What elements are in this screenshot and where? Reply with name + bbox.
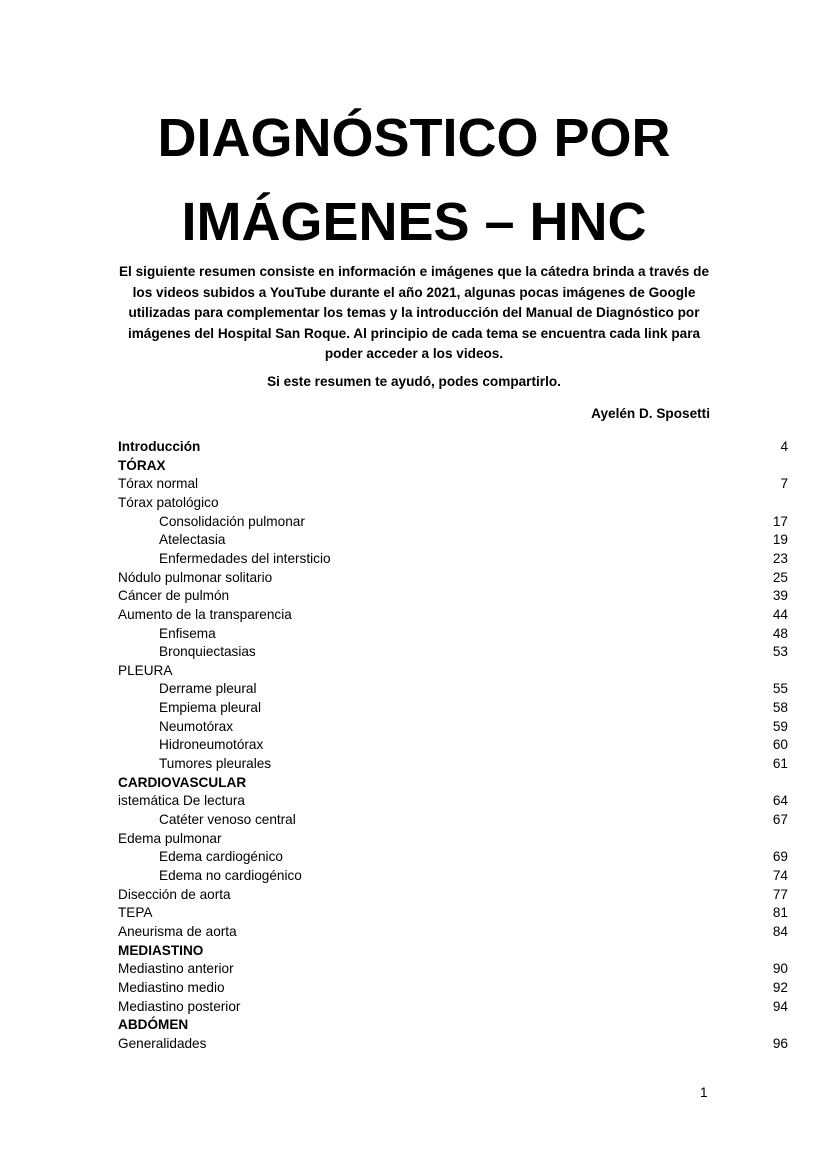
- toc-entry[interactable]: [0, 662, 828, 681]
- toc-entry-page: 53: [772, 644, 788, 660]
- toc-entry[interactable]: [0, 867, 828, 886]
- toc-entry-label: PLEURA: [118, 662, 173, 678]
- toc-entry-page: 92: [772, 979, 788, 995]
- toc-entry[interactable]: [0, 699, 828, 718]
- toc-entry[interactable]: [0, 438, 828, 457]
- document-title-line-1: DIAGNÓSTICO POR: [157, 108, 671, 168]
- toc-entry-label: Enfisema: [159, 625, 216, 641]
- toc-entry-page: 81: [772, 905, 788, 921]
- toc-entry-label: Bronquiectasias: [159, 644, 256, 660]
- toc-entry-label: Aneurisma de aorta: [118, 923, 237, 939]
- toc-entry[interactable]: [0, 457, 828, 476]
- toc-entry-label: Edema cardiogénico: [159, 849, 283, 865]
- toc-entry-label: Tórax normal: [118, 476, 199, 492]
- toc-entry-page: 44: [772, 606, 788, 622]
- toc-entry-label: TEPA: [118, 905, 153, 921]
- toc-entry-label: CARDIOVASCULAR: [118, 774, 247, 790]
- toc-entry-label: Edema no cardiogénico: [159, 867, 302, 883]
- toc-entry[interactable]: [0, 569, 828, 588]
- toc-entry-page: 90: [772, 961, 788, 977]
- toc-entry-label: Mediastino medio: [118, 979, 225, 995]
- toc-entry-label: Cáncer de pulmón: [118, 588, 230, 604]
- toc-entry-label: Consolidación pulmonar: [159, 513, 305, 529]
- toc-entry[interactable]: [0, 1016, 828, 1035]
- toc-entry-page: 4: [780, 439, 788, 454]
- toc-entry-page: 94: [772, 998, 788, 1014]
- toc-entry[interactable]: [0, 792, 828, 811]
- toc-entry-label: Generalidades: [118, 1035, 207, 1051]
- toc-entry-label: MEDIASTINO: [118, 942, 204, 958]
- toc-entry-page: 7: [780, 476, 788, 492]
- toc-entry[interactable]: [0, 550, 828, 569]
- toc-entry-label: Atelectasia: [159, 532, 226, 548]
- toc-entry-page: 69: [772, 849, 788, 865]
- toc-entry-page: 61: [772, 756, 788, 772]
- toc-entry-page: 77: [772, 886, 788, 902]
- toc-entry-label: Neumotórax: [159, 718, 234, 734]
- toc-entry-page: 84: [772, 923, 788, 939]
- toc-entry[interactable]: [0, 1035, 828, 1054]
- toc-entry-label: TÓRAX: [118, 457, 166, 473]
- toc-entry[interactable]: [0, 942, 828, 961]
- toc-entry[interactable]: [0, 830, 828, 849]
- toc-entry-label: Nódulo pulmonar solitario: [118, 569, 273, 585]
- toc-entry-page: 59: [772, 718, 788, 734]
- toc-entry[interactable]: [0, 625, 828, 644]
- toc-entry-page: 19: [772, 532, 788, 548]
- toc-entry-page: 25: [772, 569, 788, 585]
- toc-entry-label: Edema pulmonar: [118, 830, 222, 846]
- toc-entry[interactable]: [0, 811, 828, 830]
- toc-entry-label: Mediastino posterior: [118, 998, 241, 1014]
- toc-entry[interactable]: [0, 718, 828, 737]
- toc-entry-page: 39: [772, 588, 788, 604]
- toc-entry-page: 67: [772, 812, 788, 827]
- toc-entry-page: 55: [772, 681, 788, 697]
- share-note: Si este resumen te ayudó, podes compartirlo.: [267, 374, 561, 389]
- toc-entry-page: 17: [772, 513, 788, 529]
- toc-entry[interactable]: [0, 960, 828, 979]
- intro-paragraph: El siguiente resumen consiste en información e imágenes que la cátedra brinda a través de los videos subidos a YouTube durante el año 2021, algunas pocas imágenes de Google utilizadas para complementar los temas y la introducción del Manual de Diagnóstico por imágenes del Hospital San Roque. Al principio de cada tema se encuentra cada link para poder acceder a los videos.: [118, 264, 710, 361]
- toc-entry-page: 64: [772, 793, 788, 809]
- toc-entry[interactable]: [0, 606, 828, 625]
- toc-entry[interactable]: [0, 475, 828, 494]
- toc-entry-page: 58: [772, 700, 788, 716]
- toc-entry-label: Derrame pleural: [159, 681, 257, 697]
- toc-entry[interactable]: [0, 904, 828, 923]
- toc-entry-page: 48: [772, 625, 788, 641]
- toc-entry[interactable]: [0, 587, 828, 606]
- toc-entry[interactable]: [0, 531, 828, 550]
- page-number: 1: [700, 1085, 708, 1100]
- toc-entry-label: Tórax patológico: [118, 494, 219, 510]
- toc-entry[interactable]: [0, 755, 828, 774]
- author-name: Ayelén D. Sposetti: [591, 406, 710, 421]
- toc-entry-label: Empiema pleural: [159, 700, 261, 716]
- toc-entry[interactable]: [0, 643, 828, 662]
- toc-entry[interactable]: [0, 979, 828, 998]
- toc-entry-label: Mediastino anterior: [118, 961, 234, 977]
- toc-entry-label: Aumento de la transparencia: [118, 606, 292, 622]
- toc-entry-label: Enfermedades del intersticio: [159, 550, 331, 566]
- toc-entry-page: 23: [772, 550, 788, 566]
- toc-entry-page: 60: [772, 737, 788, 753]
- toc-entry-label: Hidroneumotórax: [159, 737, 264, 753]
- toc-entry-page: 96: [772, 1035, 788, 1051]
- toc-entry[interactable]: [0, 923, 828, 942]
- toc-entry-label: ABDÓMEN: [118, 1017, 189, 1033]
- toc-entry[interactable]: [0, 494, 828, 513]
- toc-entry[interactable]: [0, 736, 828, 755]
- toc-entry-page: 74: [772, 867, 788, 883]
- toc-entry-label: Catéter venoso central: [159, 812, 296, 827]
- toc-entry[interactable]: [0, 848, 828, 867]
- toc-entry[interactable]: [0, 513, 828, 532]
- toc-entry[interactable]: [0, 774, 828, 793]
- toc-entry[interactable]: [0, 680, 828, 699]
- toc-entry[interactable]: [0, 886, 828, 905]
- toc-entry-label: istemática De lectura: [118, 793, 245, 809]
- toc-entry-label: Introducción: [118, 439, 201, 454]
- toc-entry-label: Disección de aorta: [118, 886, 231, 902]
- toc-entry[interactable]: [0, 998, 828, 1017]
- document-title-line-2: IMÁGENES – HNC: [181, 192, 647, 252]
- toc-entry-label: Tumores pleurales: [159, 756, 272, 772]
